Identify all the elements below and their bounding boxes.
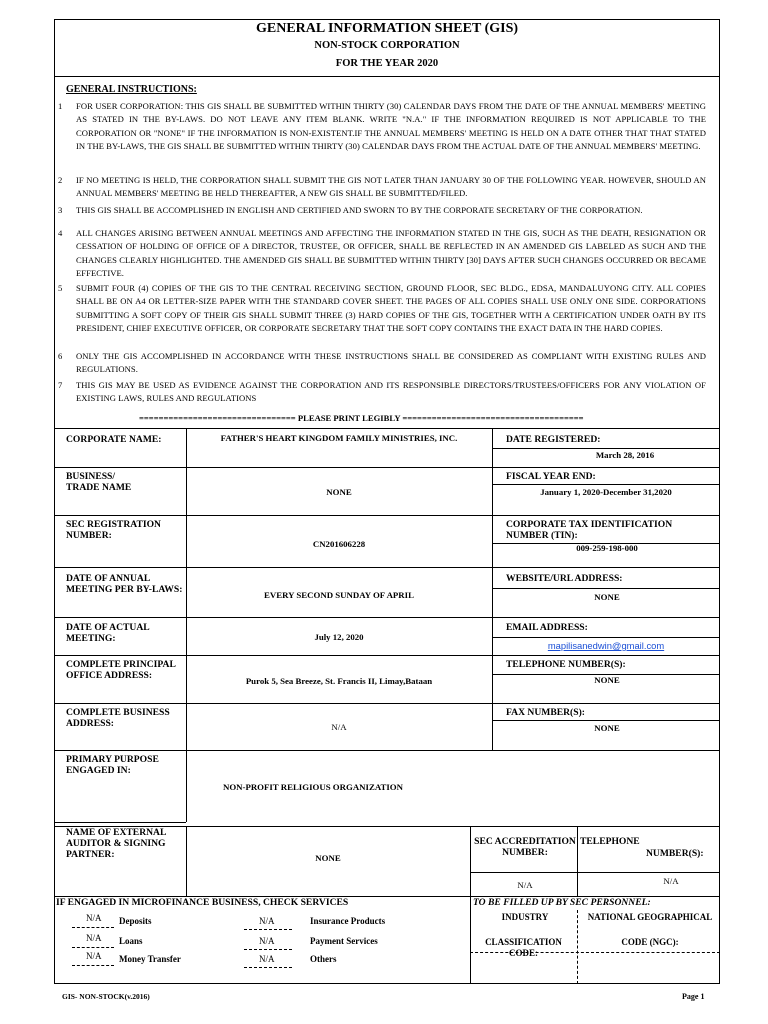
corporate-name-label: CORPORATE NAME: <box>66 434 162 445</box>
microfinance-heading: IF ENGAGED IN MICROFINANCE BUSINESS, CHECK SERVICES <box>56 897 349 908</box>
sec-personnel-heading: TO BE FILLED UP BY SEC PERSONNEL: <box>473 897 651 908</box>
ngc-label-line1: NATIONAL GEOGRAPHICAL <box>587 912 713 922</box>
grid-line <box>186 428 187 822</box>
instruction-item-4 <box>58 227 706 281</box>
business-name-label-line1: BUSINESS/ <box>66 471 116 482</box>
money-transfer-underline <box>72 965 114 966</box>
instruction-item-2 <box>58 174 706 201</box>
annual-meeting-label-line2: MEETING PER BY-LAWS: <box>66 584 183 595</box>
telephone-value[interactable]: NONE <box>594 675 620 685</box>
loans-label: Loans <box>119 936 143 946</box>
date-registered-label: DATE REGISTERED: <box>506 434 601 445</box>
loans-value[interactable]: N/A <box>86 933 102 943</box>
grid-line <box>492 484 720 485</box>
actual-meeting-label-line2: MEETING: <box>66 633 116 644</box>
payment-services-value[interactable]: N/A <box>259 936 275 946</box>
website-label: WEBSITE/URL ADDRESS: <box>506 573 623 584</box>
instruction-item-7 <box>58 379 706 406</box>
sec-reg-value[interactable]: CN201606228 <box>312 539 366 549</box>
email-label: EMAIL ADDRESS: <box>506 622 588 633</box>
instruction-number: 5 <box>58 283 63 293</box>
auditor-telephone-value[interactable]: N/A <box>663 876 679 886</box>
others-label: Others <box>310 954 337 964</box>
money-transfer-label: Money Transfer <box>119 954 181 964</box>
grid-line <box>492 720 720 721</box>
deposits-label: Deposits <box>119 916 152 926</box>
sec-reg-label-line2: NUMBER: <box>66 530 112 541</box>
tin-value[interactable]: 009-259-198-000 <box>576 543 638 553</box>
telephone-label: TELEPHONE NUMBER(S): <box>506 659 626 670</box>
form-code: GIS- NON-STOCK(v.2016) <box>62 992 150 1001</box>
form-subtitle: NON-STOCK CORPORATION <box>314 40 460 51</box>
deposits-underline <box>72 927 114 928</box>
purpose-label-line2: ENGAGED IN: <box>66 765 131 776</box>
sec-accreditation-label-line1: SEC ACCREDITATION <box>474 836 576 847</box>
header-divider <box>54 76 720 77</box>
payment-services-label: Payment Services <box>310 936 378 946</box>
instruction-item-5 <box>58 282 706 336</box>
money-transfer-value[interactable]: N/A <box>86 951 102 961</box>
principal-office-label-line2: OFFICE ADDRESS: <box>66 670 153 681</box>
payment-services-underline <box>244 949 292 950</box>
principal-office-value[interactable]: Purok 5, Sea Breeze, St. Francis II, Limay,Bataan <box>245 676 433 686</box>
deposits-value[interactable]: N/A <box>86 913 102 923</box>
grid-line <box>492 428 493 750</box>
grid-line <box>470 826 471 896</box>
instruction-text: THIS GIS MAY BE USED AS EVIDENCE AGAINST THE CORPORATION AND ITS RESPONSIBLE DIRECTORS/TRUSTEES/OFFICERS FOR ANY VIOLATION OF EXISTING LAWS, RULES AND REGULATIONS <box>76 380 706 404</box>
instructions-heading: GENERAL INSTRUCTIONS: <box>66 84 197 95</box>
instruction-item-3 <box>58 204 706 217</box>
insurance-products-underline <box>244 929 292 930</box>
sec-accreditation-label-line2: NUMBER: <box>502 847 548 858</box>
business-name-label-line2: TRADE NAME <box>66 482 132 493</box>
fax-value[interactable]: NONE <box>594 723 620 733</box>
annual-meeting-label-line1: DATE OF ANNUAL <box>66 573 151 584</box>
insurance-products-label: Insurance Products <box>310 916 386 926</box>
fax-label: FAX NUMBER(S): <box>506 707 585 718</box>
auditor-telephone-label-line1: TELEPHONE <box>580 836 640 847</box>
loans-underline <box>72 947 114 948</box>
business-address-label-line1: COMPLETE BUSINESS <box>66 707 170 718</box>
actual-meeting-label-line1: DATE OF ACTUAL <box>66 622 150 633</box>
instruction-number: 1 <box>58 101 63 111</box>
business-address-label-line2: ADDRESS: <box>66 718 114 729</box>
print-legibly-banner: ================================ PLEASE PRINT LEGIBLY ===================================== <box>139 413 584 423</box>
instruction-text: ALL CHANGES ARISING BETWEEN ANNUAL MEETINGS AND AFFECTING THE INFORMATION STATED IN THE GIS, SUCH AS THE DEATH, RESIGNATION OR CESSATION OF HOLDING OF OFFICE OF A DIRECTOR, TRUSTEE, OR OFFICER, SHALL BE REFLECTED IN AN AMENDED GIS LABELED AS SUCH AND THE CHANGES CLEARLY HIGHLIGHTED. THE AMENDED GIS SHALL BE SUBMITTED WITHIN THIRTY [30] DAYS AFTER SUCH CHANGES OCCURRED OR BECAME EFFECTIVE. <box>76 228 706 279</box>
grid-line-dashed <box>577 910 578 984</box>
instruction-number: 7 <box>58 380 63 390</box>
form-title: GENERAL INFORMATION SHEET (GIS) <box>255 21 519 36</box>
grid-line <box>186 826 187 896</box>
corporate-name-value[interactable]: FATHER'S HEART KINGDOM FAMILY MINISTRIES, INC. <box>220 433 458 443</box>
grid-line <box>492 637 720 638</box>
grid-line <box>54 467 720 468</box>
date-registered-value[interactable]: March 28, 2016 <box>595 450 655 460</box>
purpose-label-line1: PRIMARY PURPOSE <box>66 754 159 765</box>
fiscal-year-value[interactable]: January 1, 2020-December 31,2020 <box>540 487 672 497</box>
auditor-value[interactable]: NONE <box>315 853 341 863</box>
instruction-text: ONLY THE GIS ACCOMPLISHED IN ACCORDANCE WITH THESE INSTRUCTIONS SHALL BE CONSIDERED AS COMPLIANT WITH EXISTING RULES AND REGULATIONS. <box>76 351 706 375</box>
instruction-item-6 <box>58 350 706 377</box>
tin-label-line2: NUMBER (TIN): <box>506 530 578 541</box>
instruction-text: FOR USER CORPORATION: THIS GIS SHALL BE SUBMITTED WITHIN THIRTY (30) CALENDAR DAYS FROM THE DATE OF THE ANNUAL MEMBERS' MEETING AS STATED IN THE BY-LAWS. DO NOT LEAVE ANY ITEM BLANK. WRITE "N.A." IF THE INFORMATION REQUIRED IS NOT APPLICABLE TO THE CORPORATION OR "NONE" IF THE INFORMATION IS NON-EXISTENT.IF THE ANNUAL MEMBERS' MEETING IS HELD ON A DATE OTHER THAT THAT STATED IN THE BY-LAWS, THE GIS SHALL BE SUBMITTED WITHIN THIRTY (30) CALENDAR DAYS FROM THE ACTUAL DATE OF THE ANNUAL MEMBERS' MEETING. <box>76 101 706 152</box>
grid-line <box>54 515 720 516</box>
auditor-label-line3: PARTNER: <box>66 849 115 860</box>
industry-code-label-line1: INDUSTRY <box>501 912 549 922</box>
grid-line <box>54 750 720 751</box>
grid-line <box>54 567 720 568</box>
sec-reg-label-line1: SEC REGISTRATION <box>66 519 161 530</box>
industry-code-label-line2: CLASSIFICATION CODE: <box>485 937 562 958</box>
others-underline <box>244 967 292 968</box>
instruction-text: THIS GIS SHALL BE ACCOMPLISHED IN ENGLISH AND CERTIFIED AND SWORN TO BY THE CORPORATE SECRETARY OF THE CORPORATION. <box>76 205 643 215</box>
instruction-number: 3 <box>58 205 63 215</box>
sec-accreditation-value[interactable]: N/A <box>517 880 533 890</box>
page-number: Page 1 <box>682 992 705 1001</box>
principal-office-label-line1: COMPLETE PRINCIPAL <box>66 659 176 670</box>
website-value[interactable]: NONE <box>594 592 620 602</box>
auditor-label-line2: AUDITOR & SIGNING <box>66 838 166 849</box>
instruction-number: 6 <box>58 351 63 361</box>
email-value[interactable] <box>496 640 716 652</box>
grid-line <box>54 822 186 823</box>
grid-line <box>54 655 720 656</box>
instruction-number: 4 <box>58 228 63 238</box>
grid-line <box>577 826 578 896</box>
grid-line <box>492 448 720 449</box>
purpose-value[interactable]: NON-PROFIT RELIGIOUS ORGANIZATION <box>222 782 404 792</box>
grid-line <box>492 588 720 589</box>
tin-label-line1: CORPORATE TAX IDENTIFICATION <box>506 519 673 530</box>
ngc-label-line2: CODE (NGC): <box>621 937 679 947</box>
instructions-divider <box>54 428 720 429</box>
actual-meeting-value[interactable]: July 12, 2020 <box>314 632 364 642</box>
annual-meeting-value[interactable]: EVERY SECOND SUNDAY OF APRIL <box>264 590 414 600</box>
grid-line <box>470 872 720 873</box>
auditor-label-line1: NAME OF EXTERNAL <box>66 827 167 838</box>
business-address-value[interactable]: N/A <box>331 722 347 732</box>
form-year: FOR THE YEAR 2020 <box>335 58 439 69</box>
fiscal-year-label: FISCAL YEAR END: <box>506 471 596 482</box>
grid-line <box>54 703 720 704</box>
grid-line <box>54 617 720 618</box>
instruction-text: SUBMIT FOUR (4) COPIES OF THE GIS TO THE CENTRAL RECEIVING SECTION, GROUND FLOOR, SEC BLDG., EDSA, MANDALUYONG CITY. ALL COPIES SHALL BE ON A4 OR LETTER-SIZE PAPER WITH THE STANDARD COVER SHEET. THE PAGES OF ALL COPIES SHALL USE ONLY ONE SIDE. CORPORATIONS SUBMITTING A SOFT COPY OF THEIR GIS SHALL SUBMIT THREE (3) HARD COPIES OF THE GIS, TOGETHER WITH A CERTIFICATION UNDER OATH BY ITS PRESIDENT, CHIEF EXECUTIVE OFFICER, OR CORPORATE SECRETARY THAT THE SOFT COPY CONTAINS THE EXACT DATA IN THE HARD COPIES. <box>76 283 706 334</box>
business-name-value[interactable]: NONE <box>326 487 352 497</box>
email-link[interactable]: mapilisanedwin@gmail.com <box>547 640 665 651</box>
instruction-number: 2 <box>58 175 63 185</box>
insurance-products-value[interactable]: N/A <box>259 916 275 926</box>
others-value[interactable]: N/A <box>259 954 275 964</box>
instruction-text: IF NO MEETING IS HELD, THE CORPORATION SHALL SUBMIT THE GIS NOT LATER THAN JANUARY 30 OF THE FOLLOWING YEAR. HOWEVER, SHOULD AN ANNUAL MEMBERS' MEETING BE HELD THEREAFTER, A NEW GIS SHALL BE SUBMITTED/FILED. <box>76 175 706 199</box>
auditor-telephone-label-line2: NUMBER(S): <box>646 848 704 859</box>
instruction-item-1 <box>58 100 706 154</box>
